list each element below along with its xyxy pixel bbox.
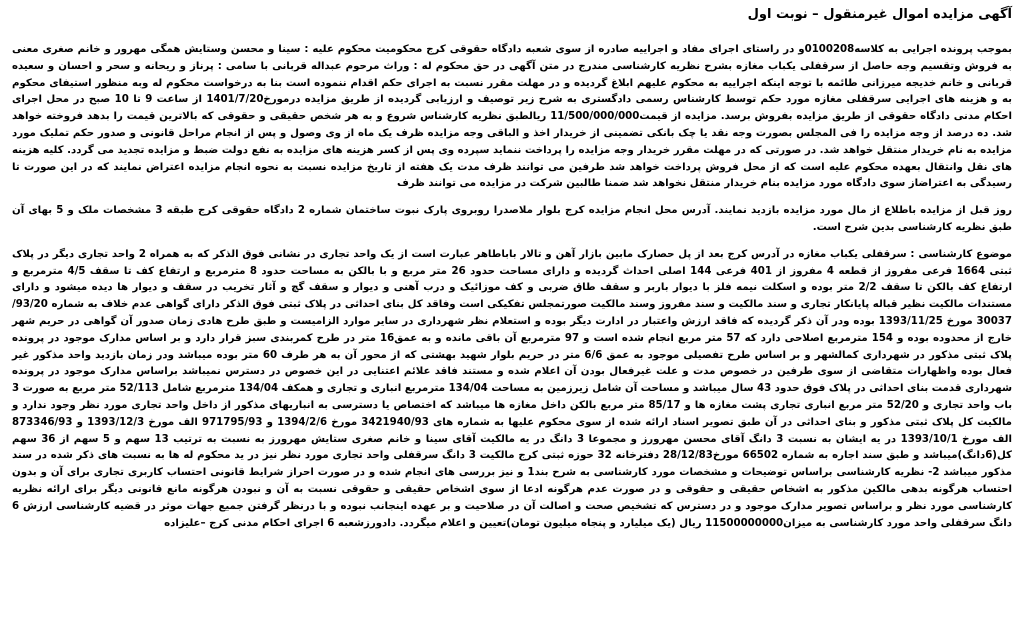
notice-paragraph-terms: بموجب پرونده اجرایی به کلاسه0100208و در راستای اجرای مفاد و اجراییه صادره از سوی شعبه دادگاه حقوقی کرج محکومیت محکوم علیه : سینا و محسن وستایش همگی مهرور و خانم صغری معنی به فروش وتقسیم وجه حاصل از سرقفلی یکباب مغازه بشرح نظریه کارشناسی مندرج در متن آگهی در حق محکوم له : وراث مرحوم عبداله قربانی با سامی : پرناز و ریحانه و سحر و احسان و سعیده قربانی و خانم خدیجه میرزانی طائمه با توجه اینکه اجراییه به محکوم علیهم ابلاغ گردیده و در مهلت مقرر نسبت به اجرای حکم اقدام ننموده است بنا به درخواست محکوم له وبه منظور استیفای محکوم به و هزینه های اجرایی سرقفلی مغازه مورد حکم توسط کارشناس رسمی دادگستری به شرح زیر توصیف و ارزیابی گردیده از طریق مزایده درمورخ1401/7/20 از ساعت 9 تا 10 صبح در محل اجرای احکام مدنی دادگاه حقوقی از طریق مزایده بفروش برسد. مزایده از قیمت11/500/000/000 ریالطبق نظریه کارشناس شروع و به هر شخص حقیقی و حقوقی که بالاترین قیمت را بدهد فروخته خواهد شد. ده درصد از وجه مزایده را فی المجلس بصورت وجه نقد یا چک بانکی تضمینی از خریدار اخذ و الباقی وجه مزایده ظرف یک ماه از وی وصول و پس از انجام مراحل قانونی و صدور حکم تملیک مورد مزایده به نام خریدار منتقل خواهد شد. در صورتی که در مهلت مقرر خریدار وجه مزایده را پرداخت ننماید سپرده وی پس از کسر هزینه های مزایده به نفع دولت ضبط و مزایده تجدید می گردد. کلیه هزینه های نقل وانتقال بعهده محکوم علیه است که از محل فروش پرداخت خواهد شد طرفین می توانند ظرف مدت یک هفته از تاریخ مزایده نسبت به نحوه انجام مزایده اعتراض نمایند که در این صورت تا رسیدگی به اعتراضاز سوی دادگاه مورد مزایده بنام خریدار منتقل نخواهد شد ضمنا طالبین شرکت در مزایده می توانند ظرف (12, 44, 1013, 190)
notice-paragraph-expert-report: موضوع کارشناسی : سرقفلی یکباب مغازه در آدرس کرج بعد از پل حصارک مابین بازار آهن و تالار باباطاهر عبارت است از یک واحد تجاری در نشانی فوق الذکر که به همراه 2 واحد تجاری دیگر در پلاک ثبتی 1664 فرعی مفروز از قطعه 4 مفروز از 401 فرعی 144 اصلی احداث گردیده و دارای مساحت حدود 26 متر مربع و با بالکن به مساحت حدود 8 مترمربع و ارتفاع کف تا سقف 4/5 مترمربع و ارتفاع کف بالکن تا سقف 2/2 متر بوده و اسکلت نیمه فلز با دیوار باربر و سقف طاق ضربی و کف موزائیک و درب آهنی و دیوار و سقف گچ و آثار تخریب در سقف و دیوار ها دیده میشود و دارای مستندات مالکیت نظیر قباله پایانکار تجاری و سند مالکیت و سند مفروز وسند مالکیت صورتمجلس تفکیکی است وفاقد کل بنای احداثی در پلاک ثبتی فوق الذکر دارای گواهی عدم خلاف به شماره 93/20/ 30037 مورخ 1393/11/25 بوده ودر آن ذکر گردیده که فاقد ارزش واعتبار در ادارت دیگر بوده و استعلام نظر شهرداری در سایر موارد الزامیست و طبق طرح هادی زمان صدور آن گواهی در حریم شهر خارج از محدوده بوده و 154 مترمربع اصلاحی دارد که 57 متر مربع انجام شده است و 97 مترمربع آن باقی مانده و به عمق16 متر در طرح کمربندی سبز قرار دارد و بر اساس مدارک موجود در پرونده پلاک ثبتی مذکور در شهرداری کمالشهر و بر اساس طرح تفصیلی موجود به عمق 6/6 متر در حریم بلوار شهید بهشتی که از محور آن به هر طرف 60 متر بوده میباشد ودر زمان بازدید واحد مذکور غیر فعال بوده واظهارات متقاضی از سوی طرفین در خصوص مدت و علت غیرفعال بودن آن اعلام شده و مستند فاقد علائم اعتنایی در این خصوص در دسترس نمیباشد براساس مدارک موجود در پرونده شهرداری قدمت بنای احداثی در پلاک فوق حدود 43 سال میباشد و مساحت آن شامل زیرزمین به مساحت 134/04 مترمربع انباری و تجاری و همکف 134/04 مترمربع شامل 52/113 متر مربع به صورت 3 باب واحد تجاری و 52/20 متر مربع انباری تجاری پشت مغازه ها و 85/17 متر مربع بالکن داخل مغازه ها میباشد که اختصاص یا دسترسی به انباریهای مذکور از داخل واحد تجاری مورد نظر وجود ندارد و مالکیت کل پلاک ثبتی مذکور و بنای احداثی در آن طبق تصویر اسناد ارائه شده از سوی محکوم علیها به شماره های 3421940/93 مورخ 1394/2/6 و 971795/93 الف مورخ 1393/12/3 و 873346/93 الف مورخ 1393/10/1 در یه ایشان به نسبت 3 دانگ آقای محسن مهرورز و مجموعا 3 دانگ در یه مالکیت آقای سینا و خانم صغری ستایش مهرورز به نسبت به ترتیب 13 سهم و 5 سهم از 36 سهم کل(6دانگ)میباشد و طبق سند اجاره به شماره 66502 مورخ28/12/83 دفترخانه 32 حوزه ثبتی کرج مالکیت 3 دانگ سرقفلی واحد تجاری مورد نظر نیز در ید محکوم له ها به نسبت های ذکر شده در سند مذکور میباشد 2- نظریه کارشناسی براساس توضیحات و مشخصات مورد کارشناسی به شرح بند1 و نیز بررسی های انجام شده و در صورت احراز شرایط قانونی احتساب کاربری تجاری برای آن و بدون احتساب هرگونه بدهی مالکین مذکور به اشخاص حقیقی و حقوقی و در صورت عدم هرگونه ادعا از سوی اشخاص حقیقی و حقوقی نسبت به آن و نبودن هرگونه مانع قانونی دیگر برای ارائه نظریه کارشناسی مورد نظر و براساس تصویر مدارک موجود و در دسترس که تشخیص صحت و اصالت آن در صلاحیت و بر عهده اینجانب نبوده و با درنظر گرفتن جمیع جهات موثر در قضیه کارشناسی ارزش 6 دانگ سرقفلی واحد مورد کارشناسی به میزان11500000000 ریال (یک میلیارد و پنجاه میلیون تومان)تعیین و اعلام میگردد. دادورزشعبه 6 اجرای احکام مدنی کرج –علیزاده (12, 248, 1013, 529)
notice-title: آگهی مزایده اموال غیرمنقول – نوبت اول (747, 7, 1012, 22)
notice-paragraph-visit-address: روز قبل از مزایده باطلاع از مال مورد مزایده بازدید نمایند. آدرس محل انجام مزایده کرج بلوار ملاصدرا روبروی پارک نبوت ساختمان شماره 2 دادگاه حقوقی کرج طبقه 3 مشخصات ملک و 5 بهای آن طبق نظریه کارشناسی بدین شرح است. (12, 205, 1012, 233)
